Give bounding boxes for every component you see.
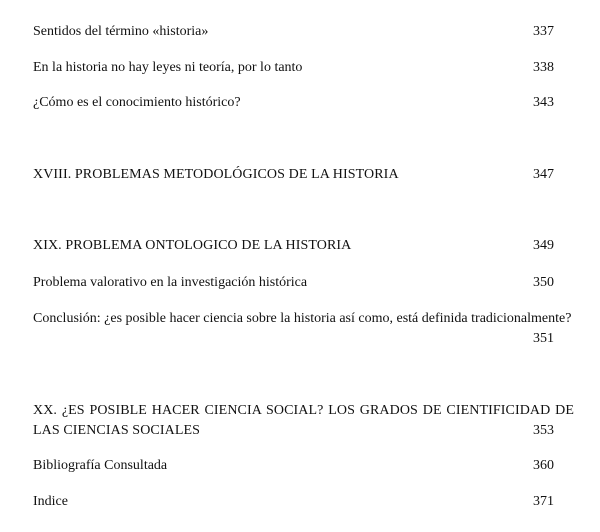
toc-chapter-title: XX. ¿ES POSIBLE HACER CIENCIA SOCIAL? LOS GRADOS DE CIENTIFICIDAD DE LAS CIENCIAS SOCIALES (33, 403, 574, 438)
toc-entry-page: 338 (533, 60, 554, 75)
toc-entry-page: 350 (533, 275, 554, 290)
toc-entry-page: 349 (533, 238, 554, 253)
toc-entry-page: 371 (533, 494, 554, 509)
toc-entry-title: Problema valorativo en la investigación histórica (33, 275, 308, 290)
toc-entry-title: ¿Cómo es el conocimiento histórico? (33, 95, 241, 110)
toc-chapter-title: XVIII. PROBLEMAS METODOLÓGICOS DE LA HISTORIA (33, 167, 399, 182)
toc-entry-page: 347 (533, 167, 554, 182)
toc-entry-page: 353 (533, 423, 554, 438)
toc-entry-title: Sentidos del término «historia» (33, 24, 209, 39)
toc-entry-page: 360 (533, 458, 554, 473)
toc-entry-page: 337 (533, 24, 554, 39)
toc-entry-title: Indice (33, 494, 68, 509)
toc-entry-title: Conclusión: ¿es posible hacer ciencia sobre la historia así como, está definida tradicionalmente? (33, 311, 572, 326)
toc-chapter-title: XIX. PROBLEMA ONTOLOGICO DE LA HISTORIA (33, 238, 352, 253)
toc-entry-page: 351 (533, 331, 554, 346)
toc-entry-title: Bibliografía Consultada (33, 458, 168, 473)
toc-entry-page: 343 (533, 95, 554, 110)
toc-entry-title: En la historia no hay leyes ni teoría, por lo tanto (33, 60, 303, 75)
